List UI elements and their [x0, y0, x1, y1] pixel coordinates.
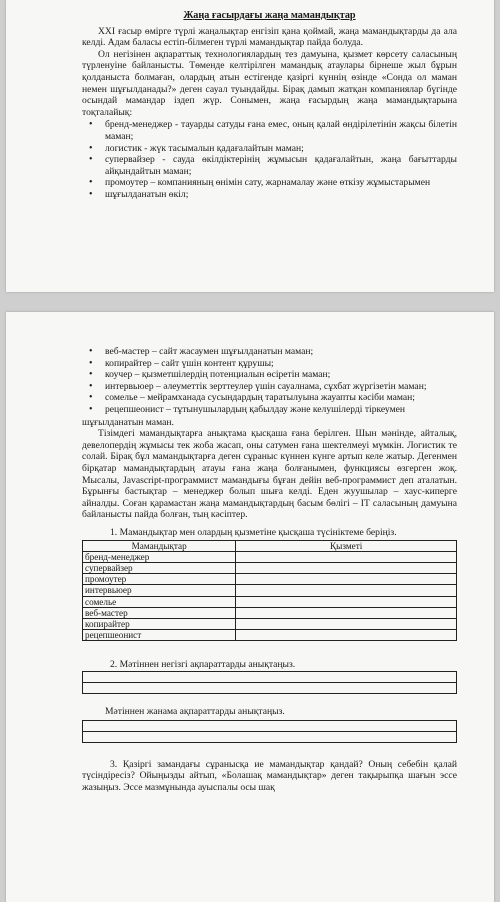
answer-line[interactable]: [82, 671, 457, 683]
paragraph-context: Ол негізінен ақпараттық технологиялардың тез дамуына, қызмет көрсету саласының түрленуіне байланысты. Төменде келтірілген мамандық атаулары бірнеше жыл бұрын қолданыста болмаған, олардың атын естігенде қазіргі күннің өзінде «Сонда ол маман немен шұғылданады?» деген сауал туындайды. Бірақ дамып жатқан компаниялар бүгінде осындай мамандар іздеп жүр. Сонымен, жаңа ғасырдың жаңа мамандықтарына тоқталайық:: [82, 48, 457, 118]
task-2: [82, 659, 457, 694]
table-row: [83, 607, 457, 618]
document-title: Жаңа ғасырдағы жаңа мамандықтар: [183, 10, 356, 21]
page-1-content: [82, 10, 457, 202]
profession-cell: интервьюер: [83, 585, 236, 596]
table-header-row: [83, 540, 457, 551]
list-item: • копирайтер – сайт үшін контент құрушы;: [95, 358, 457, 370]
profession-cell: промоутер: [83, 574, 236, 585]
answer-cell[interactable]: [236, 630, 457, 641]
document-page-1: [6, 0, 494, 292]
answer-line[interactable]: [82, 732, 457, 743]
task-1: [82, 527, 457, 641]
task-2b: [82, 706, 457, 743]
task-2-title: 2. Мәтіннен негізгі ақпараттарды анықтаңыз.: [110, 659, 296, 671]
profession-cell: рецепшеонист: [83, 630, 236, 641]
column-header-duty: Қызметі: [236, 540, 457, 551]
list-item: • интервьюер – әлеуметтік зерттеулер үшін сауалнама, сұхбат жүргізетін маман;: [95, 381, 457, 393]
answer-cell[interactable]: [236, 596, 457, 607]
list-item: • сомелье – мейрамханада сусындардың таратылуына жауапты кәсіби маман;: [95, 392, 457, 404]
table-row: [83, 618, 457, 629]
table-row: [83, 585, 457, 596]
answer-cell[interactable]: [236, 551, 457, 562]
task-3: [82, 759, 457, 794]
column-header-professions: Мамандықтар: [83, 540, 236, 551]
professions-table: [82, 540, 457, 642]
paragraph-intro: XXI ғасыр өмірге түрлі жаңалықтар енгізіп қана қоймай, жаңа мамандықтарды да ала келді. Адам баласы естіп-білмеген түрлі мамандықтар пайда болуда.: [82, 25, 457, 49]
profession-list-1: [82, 119, 457, 200]
document-page-2: [6, 312, 494, 902]
profession-cell: супервайзер: [83, 562, 236, 573]
answer-line[interactable]: [82, 720, 457, 732]
task-3-title: 3. Қазіргі замандағы сұранысқа ие мамандықтар қандай? Оның себебін қалай түсіндіресіз? Ойыңызды айтып, «Болашақ мамандықтар» деген тақырыпқа шағын эссе жазыңыз. Эссе мазмұнында ауыспалы осы шақ: [82, 758, 457, 793]
profession-cell: копирайтер: [83, 618, 236, 629]
list-item: • коучер – қызметшілердің потенциалын өсіретін маман;: [95, 369, 457, 381]
table-row: [83, 596, 457, 607]
list-item: • веб-мастер – сайт жасаумен шұғылданатын маман;: [95, 346, 457, 358]
paragraph-analysis: Тізімдегі мамандықтарға анықтама қысқаша ғана берілген. Шын мәнінде, айталық, девелопердің жұмысы тек жоба жасап, оны сатумен ғана шектелмеуі мүмкін. Логистик те солай. Бірақ бұл мамандықтарға деген сұраныс күннен күнге артып келе жатыр. Дегенмен бірқатар мамандықтардың атауы ғана жаңа болғанымен, функциясы өзгерген жоқ. Мысалы, Javascript-программист мамандығы бұған дейін веб-программист деп аталатын. Бұрынғы бастықтар – менеджер болып шыға келді. Еден жуушылар – хаус-киперге айналды. Соған қарамастан жаңа мамандықтардың басым бөлігі – ІТ саласының дамуына байланысты пайда болған, тың кәсіптер.: [82, 428, 457, 521]
answer-cell[interactable]: [236, 607, 457, 618]
list-item: • бренд-менеджер - тауарды сатуды ғана емес, оның қалай өндірілетінін жақсы білетін маман;: [95, 119, 457, 142]
table-row: [83, 551, 457, 562]
list-item-continuation: шұғылданатын маман.: [82, 416, 174, 428]
table-row: [83, 562, 457, 573]
profession-cell: сомелье: [83, 596, 236, 607]
task-2b-title: Мәтіннен жанама ақпараттарды анықтаңыз.: [105, 705, 285, 717]
table-row: [83, 574, 457, 585]
answer-line[interactable]: [82, 683, 457, 694]
answer-cell[interactable]: [236, 618, 457, 629]
list-item: • промоутер – компанияның өнімін сату, жарнамалау және өткізу жұмыстарымен: [95, 177, 457, 189]
list-item: • рецепшеонист – тұтынушылардың қабылдау және келушілерді тіркеумен: [95, 404, 457, 416]
answer-cell[interactable]: [236, 574, 457, 585]
list-item: • логистик - жүк тасымалын қадағалайтын маман;: [95, 143, 457, 155]
list-item: • шұғылданатын өкіл;: [95, 189, 457, 201]
answer-cell[interactable]: [236, 562, 457, 573]
profession-cell: бренд-менеджер: [83, 551, 236, 562]
profession-list-2: [82, 346, 457, 416]
task-1-title: 1. Мамандықтар мен олардың қызметіне қысқаша түсініктеме беріңіз.: [110, 526, 397, 538]
table-row: [83, 630, 457, 641]
list-item: • супервайзер - сауда өкілдіктерінің жұмысын қадағалайтын, жаңа бағыттарды айқындайтын маман;: [95, 154, 457, 177]
page-2-content: [82, 345, 457, 793]
answer-cell[interactable]: [236, 585, 457, 596]
profession-cell: веб-мастер: [83, 607, 236, 618]
